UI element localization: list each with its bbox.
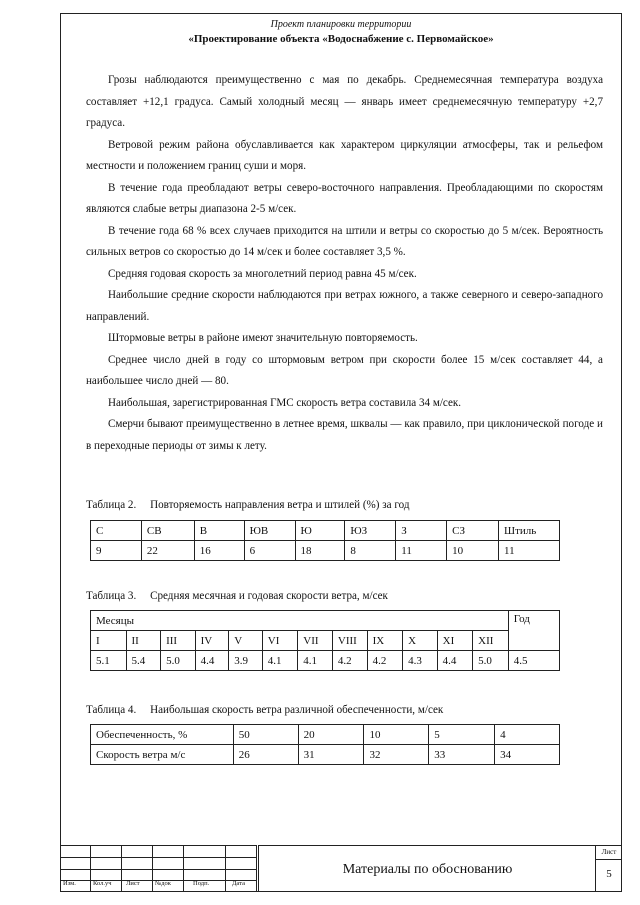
table-cell: Скорость ветра м/с: [91, 745, 234, 765]
table-cell: VIII: [332, 631, 367, 651]
table-cell: 5.1: [91, 651, 127, 671]
table-cell: 6: [244, 541, 295, 561]
table-cell: 33: [429, 745, 495, 765]
paragraph: Наибольшая, зарегистрированная ГМС скорость ветра составила 34 м/сек.: [108, 396, 462, 409]
table-cell: 22: [141, 541, 194, 561]
table4-caption: Таблица 4. Наибольшая скорость ветра различной обеспеченности, м/сек: [86, 704, 444, 716]
table4: [90, 724, 560, 765]
table2: [90, 520, 560, 561]
table-cell: 20: [298, 725, 364, 745]
table-cell: Обеспеченность, %: [91, 725, 234, 745]
table-cell: 34: [495, 745, 560, 765]
paragraph: Штормовые ветры в районе имеют значительную повторяемость.: [108, 332, 418, 344]
table-cell: 26: [233, 745, 298, 765]
table-cell: СЗ: [447, 521, 499, 541]
table4-row2: [91, 745, 560, 765]
table-cell: З: [396, 521, 447, 541]
table4-row1: [91, 725, 560, 745]
sheet-label: Лист: [596, 848, 622, 860]
stamp-label-count: Кол.уч: [93, 880, 112, 887]
stamp-label-signature: Подп.: [193, 880, 210, 887]
table3: [90, 610, 560, 671]
table-cell: 4.3: [403, 651, 438, 671]
table-cell: 5: [429, 725, 495, 745]
table-cell: Год: [508, 611, 559, 651]
stamp-label-docno: №док: [155, 880, 171, 887]
table-cell: X: [403, 631, 438, 651]
table3-caption: Таблица 3. Средняя месячная и годовая скорости ветра, м/сек: [86, 590, 388, 602]
paragraph: Средняя годовая скорость за многолетний период равна 45 м/сек.: [108, 267, 417, 280]
table-cell: IV: [195, 631, 229, 651]
table-cell: Ю: [295, 521, 345, 541]
stamp-label-change: Изм.: [63, 880, 76, 887]
table-cell: 4.4: [437, 651, 473, 671]
table-cell: 10: [447, 541, 499, 561]
stamp-label-date: Дата: [232, 880, 245, 887]
table-cell: 3.9: [229, 651, 263, 671]
table-cell: 4.2: [367, 651, 403, 671]
table-cell: 4.2: [332, 651, 367, 671]
table-cell: 11: [396, 541, 447, 561]
table-cell: ЮВ: [244, 521, 295, 541]
table-cell: 31: [298, 745, 364, 765]
table-cell: 18: [295, 541, 345, 561]
paragraph: В течение года преобладают ветры северо-восточного направления. Преобладающими по скоростям являются слабые ветры диапазона 2-5 м/сек.: [86, 181, 603, 215]
table-cell: IX: [367, 631, 403, 651]
table-cell: 5.0: [161, 651, 196, 671]
table-cell: VII: [298, 631, 333, 651]
document-title: «Проектирование объекта «Водоснабжение с. Первомайское»: [188, 33, 494, 45]
table-cell: 4.1: [262, 651, 298, 671]
paragraph: Ветровой режим района обуславливается как характером циркуляции атмосферы, так и рельефом местности и положением границ суши и моря.: [86, 138, 603, 172]
table3-value-row: [91, 651, 560, 671]
table-cell: XII: [473, 631, 509, 651]
table-cell: ЮЗ: [345, 521, 396, 541]
sheet-number: 5: [606, 868, 612, 880]
table3-month-row: [91, 631, 560, 651]
sheet-number-block: [595, 845, 622, 892]
paragraph: Смерчи бывают преимущественно в летнее время, шквалы — как правило, при циклонической погоде и в переходные периоды от зимы к лету.: [86, 418, 603, 452]
table-cell: 9: [91, 541, 142, 561]
paragraph: В течение года 68 % всех случаев приходится на штили и ветры со скоростью до 5 м/сек. Вероятность сильных ветров со скоростью до 14 м/сек и более составляет 3,5 %.: [86, 224, 603, 258]
table2-caption: Таблица 2. Повторяемость направления ветра и штилей (%) за год: [86, 499, 410, 511]
table2-value-row: [91, 541, 560, 561]
table2-header-row: [91, 521, 560, 541]
table-cell: II: [126, 631, 161, 651]
table-cell: VI: [262, 631, 298, 651]
table-cell: 11: [499, 541, 560, 561]
project-header: Проект планировки территории: [270, 19, 412, 30]
paragraph: Наибольшие средние скорости наблюдаются при ветрах южного, а также северного и северо-западного направлений.: [86, 289, 603, 323]
table-cell: Штиль: [499, 521, 560, 541]
table-cell: I: [91, 631, 127, 651]
paragraph: Грозы наблюдаются преимущественно с мая по декабрь. Среднемесячная температура воздуха составляет +12,1 градуса. Самый холодный месяц — январь имеет среднемесячную температуру +2,7 градуса.: [86, 74, 603, 129]
table-cell: III: [161, 631, 196, 651]
body-text: [86, 70, 603, 457]
table-cell: 4.5: [508, 651, 559, 671]
table-cell: 4.4: [195, 651, 229, 671]
stamp-title-block: [258, 845, 595, 892]
table-cell: 10: [364, 725, 429, 745]
stamp-label-sheet: Лист: [126, 880, 140, 887]
table-cell: 32: [364, 745, 429, 765]
table-cell: В: [194, 521, 244, 541]
table-cell: 5.0: [473, 651, 509, 671]
table-cell: 16: [194, 541, 244, 561]
table-cell: XI: [437, 631, 473, 651]
table-cell: Месяцы: [91, 611, 509, 631]
table-cell: V: [229, 631, 263, 651]
table-cell: 4.1: [298, 651, 333, 671]
stamp-document-title: Материалы по обоснованию: [342, 862, 513, 877]
table-cell: 4: [495, 725, 560, 745]
table-cell: С: [91, 521, 142, 541]
table-cell: 8: [345, 541, 396, 561]
table3-group-row: [91, 611, 560, 631]
table-cell: 5.4: [126, 651, 161, 671]
table-cell: СВ: [141, 521, 194, 541]
table-cell: 50: [233, 725, 298, 745]
paragraph: Среднее число дней в году со штормовым ветром при скорости более 15 м/сек составляет 44, а наибольшее число дней — 80.: [86, 353, 603, 387]
